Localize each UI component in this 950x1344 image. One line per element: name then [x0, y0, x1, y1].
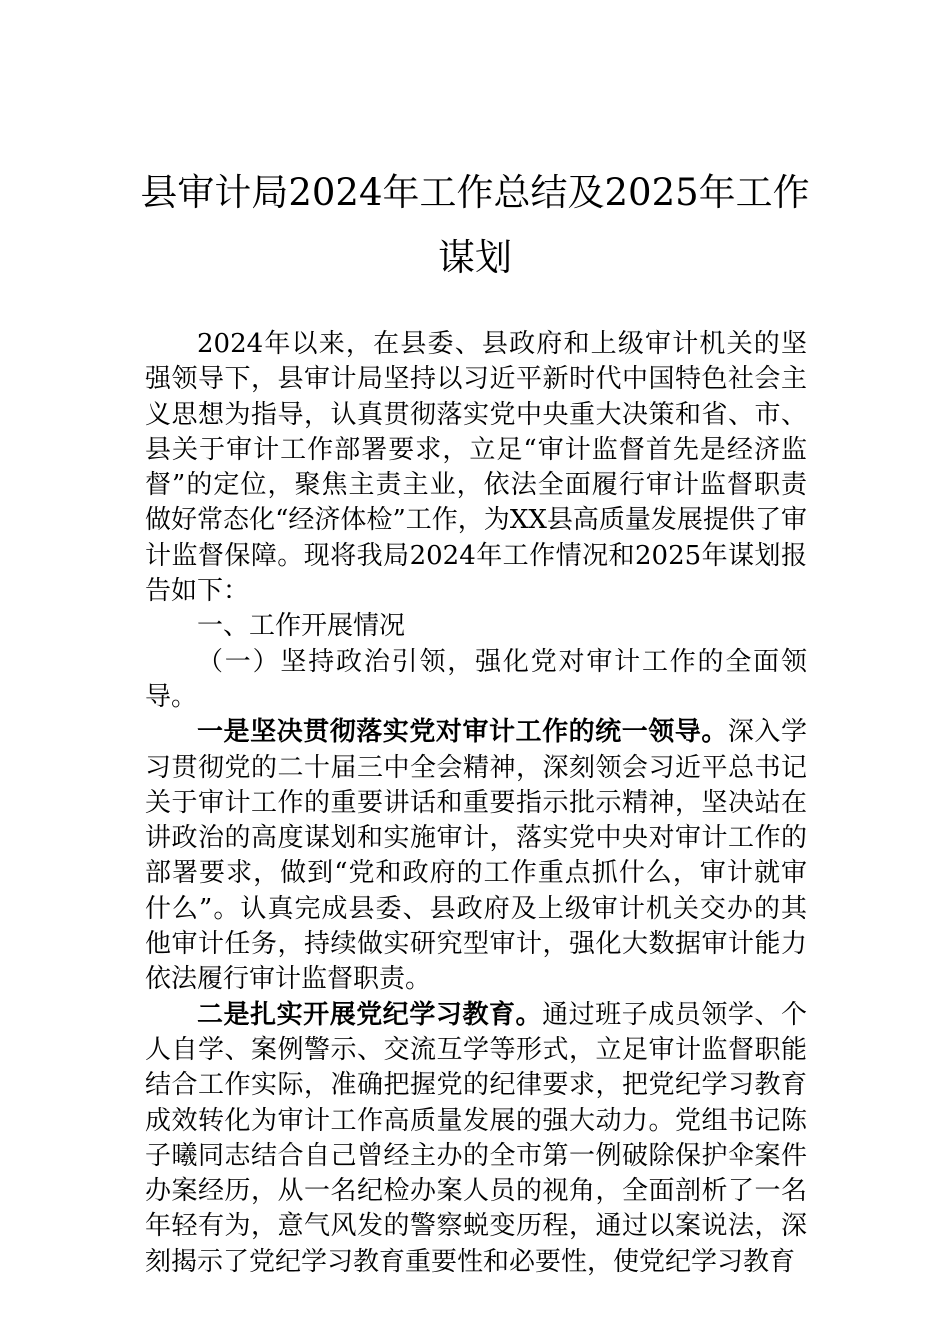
point-paragraph-2 [145, 998, 807, 1280]
point-paragraph-1 [145, 715, 807, 997]
point-lead-2: 二是扎实开展党纪学习教育。 [197, 999, 543, 1030]
point-text-1: 深入学习贯彻党的二十届三中全会精神，深刻领会习近平总书记关于审计工作的重要讲话和重要指示批示精神，坚决站在讲政治的高度谋划和实施审计，落实党中央对审计工作的部署要求，做到“党和政府的工作重点抓什么，审计就审什么”。认真完成县委、县政府及上级审计机关交办的其他审计任务，持续做实研究型审计，强化大数据审计能力依法履行审计监督职责。 [145, 717, 807, 995]
point-lead-1: 一是坚决贯彻落实党对审计工作的统一领导。 [197, 717, 728, 748]
document-title: 县审计局2024年工作总结及2025年工作谋划 [140, 171, 810, 279]
intro-paragraph: 2024年以来，在县委、县政府和上级审计机关的坚强领导下，县审计局坚持以习近平新时代中国特色社会主义思想为指导，认真贯彻落实党中央重大决策和省、市、县关于审计工作部署要求，立足“审计监督首先是经济监督”的定位，聚焦主责主业，依法全面履行审计监督职责做好常态化“经济体检”工作，为XX县高质量发展提供了审计监督保障。现将我局2024年工作情况和2025年谋划报告如下： [145, 329, 807, 607]
subsection-heading: （一）坚持政治引领，强化党对审计工作的全面领导。 [145, 646, 807, 712]
section-heading: 一、工作开展情况 [197, 611, 406, 642]
point-text-2: 通过班子成员领学、个人自学、案例警示、交流互学等形式，立足审计监督职能结合工作实际，准确把握党的纪律要求，把党纪学习教育成效转化为审计工作高质量发展的强大动力。党组书记陈子曦同志结合自己曾经主办的全市第一例破除保护伞案件办案经历，从一名纪检办案人员的视角，全面剖析了一名年轻有为，意气风发的警察蜕变历程，通过以案说法，深刻揭示了党纪学习教育重要性和必要性，使党纪学习教育 [145, 999, 807, 1277]
document-body [145, 327, 807, 1280]
